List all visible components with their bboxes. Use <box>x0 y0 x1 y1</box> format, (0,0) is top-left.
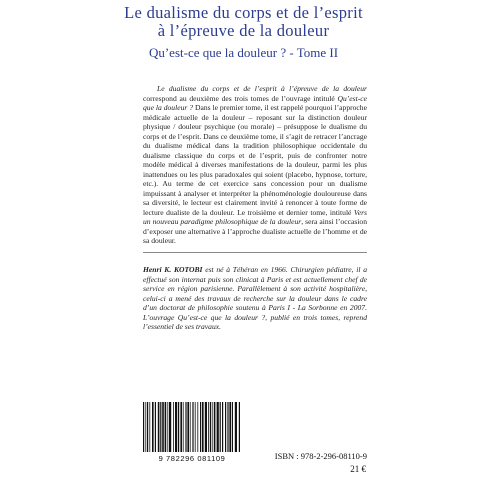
book-subtitle: Qu’est-ce que la douleur ? - Tome II <box>148 45 339 60</box>
barcode-bar <box>167 402 168 452</box>
barcode-bar <box>239 402 240 452</box>
barcode-bar <box>160 402 161 452</box>
barcode-bar <box>205 402 207 452</box>
blurb-series-title: Qu’est-ce que la douleur ? <box>143 93 367 112</box>
barcode-bar <box>147 402 148 452</box>
barcode-bar <box>217 402 219 452</box>
barcode-bar <box>143 402 144 452</box>
barcode-bar <box>190 402 191 452</box>
barcode-bar <box>175 402 177 452</box>
blurb-text-c: , sera ainsi l’occasion d’exposer une alternative à l’approche dualiste actuelle de l’homme et de sa douleur. <box>143 217 367 245</box>
barcode-bar <box>169 402 171 452</box>
barcode-bar <box>192 402 193 452</box>
barcode-bar <box>222 402 223 452</box>
barcode-bar <box>212 402 213 452</box>
book-title-line-1: Le dualisme du corps et de l’esprit <box>124 3 363 22</box>
author-bio-paragraph <box>143 265 367 332</box>
book-title-line-2: à l’épreuve de la douleur <box>157 21 330 40</box>
barcode-bar <box>210 402 211 452</box>
barcode-bar <box>155 402 156 452</box>
barcode-bar <box>229 402 231 452</box>
blurb-paragraph <box>143 84 367 246</box>
barcode-bar <box>202 402 204 452</box>
blurb-text-b: Dans le premier tome, il est rappelé pourquoi l’approche médicale actuelle de la douleur – reposant sur la distinction douleur physique / douleur psychique (ou morale) – présuppose le dualisme du corps et de l’esprit. Dans ce deuxième tome, il s’agit de retracer l’ancrage du dualisme médical dans la tradition philosophique occidentale du dualisme classique du corps et de l’esprit, puis de confronter notre modèle médical à diverses manifestations de la douleur, parmi les plus inattendues ou les plus paradoxales qui soient (placebo, hypnose, torture, etc.). Au terme de cet exercice sans concession pour un dualisme impuissant à analyser et interpréter la phénoménologie douloureuse dans sa diversité, le lecteur est clairement invité à renoncer à toute forme de lecture dualiste de la douleur. Le troisième et dernier tome, intitulé <box>143 103 367 217</box>
barcode-bar <box>220 402 221 452</box>
barcode-bar <box>165 402 167 452</box>
barcode-bar <box>149 402 150 452</box>
blurb-text-a: correspond au deuxième des trois tomes de l’ouvrage intitulé <box>143 93 338 103</box>
barcode-image <box>142 402 240 452</box>
author-bio <box>143 265 367 332</box>
barcode-bar <box>152 402 154 452</box>
barcode-digits: 9 782296 081109 <box>158 454 226 463</box>
barcode-bar <box>187 402 189 452</box>
barcode-bar <box>227 402 228 452</box>
price-label: 21 € <box>350 464 366 474</box>
barcode-bar <box>178 402 179 452</box>
barcode-bar <box>195 402 196 452</box>
barcode-bar <box>180 402 182 452</box>
author-name: Henri K. KOTOBI <box>143 265 203 274</box>
separator-line <box>143 252 367 253</box>
blurb-third-volume-title: Vers un nouveau paradigme philosophique de la douleur <box>143 207 367 226</box>
barcode-bar <box>173 402 174 452</box>
barcode-bar <box>158 402 160 452</box>
barcode-bar <box>183 402 184 452</box>
barcode-bar <box>208 402 209 452</box>
isbn-number: ISBN : 978-2-296-08110-9 <box>274 451 367 461</box>
barcode-bar <box>235 402 237 452</box>
barcode-bar <box>197 402 198 452</box>
barcode-bar <box>162 402 164 452</box>
barcode-bar <box>185 402 186 452</box>
blurb-text <box>143 84 367 246</box>
barcode-bar <box>232 402 233 452</box>
barcode-bar <box>145 402 146 452</box>
barcode-bar <box>225 402 226 452</box>
barcode-bar <box>214 402 216 452</box>
barcode-bar <box>200 402 201 452</box>
blurb-book-title: Le dualisme du corps et de l’esprit à l’épreuve de la douleur <box>157 84 367 93</box>
author-bio-text: est né à Téhéran en 1966. Chirurgien pédiatre, il a effectué son internat puis son clinicat à Paris et est actuellement chef de service en région parisienne. Parallèlement à son activité hospitalière, celui-ci a mené des travaux de recherche sur la douleur dans le cadre d’un doctorat de philosophie soutenu à Paris I - La Sorbonne en 2007. L’ouvrage Qu’est-ce que la douleur ?, publié en trois tomes, reprend l’essentiel de ses travaux. <box>143 265 367 331</box>
